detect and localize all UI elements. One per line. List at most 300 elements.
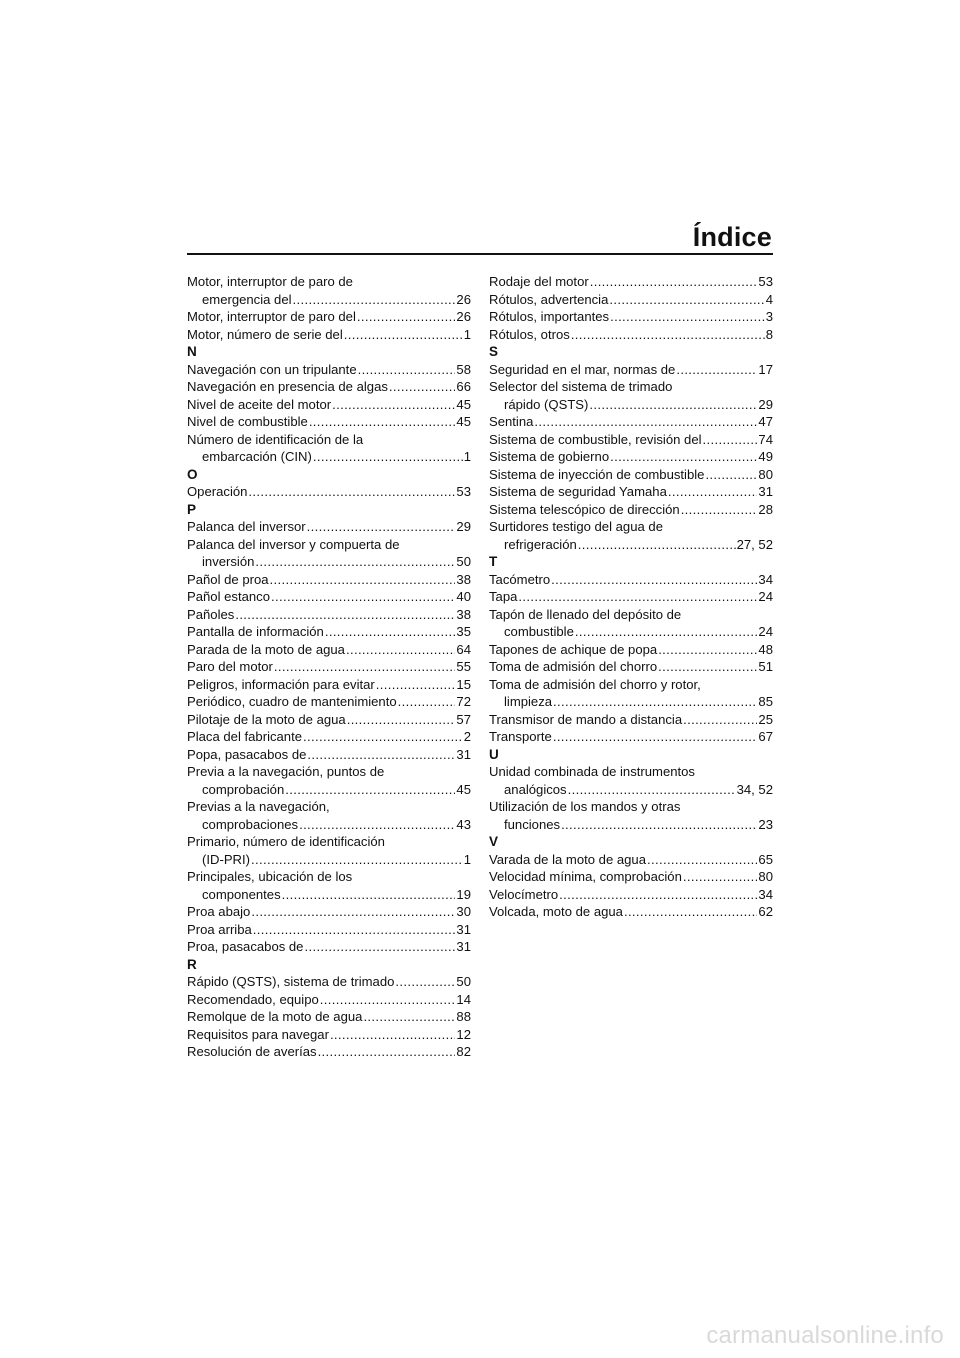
dot-leader (248, 483, 455, 501)
index-entry-text: comprobación (202, 781, 285, 797)
index-entry (187, 676, 471, 694)
page-number: 24 (758, 624, 773, 639)
dot-leader (255, 553, 455, 571)
index-entry (489, 641, 773, 659)
index-entry (187, 693, 471, 711)
index-entry (489, 431, 773, 449)
index-entry-row (489, 711, 773, 729)
page-number: 64 (456, 641, 471, 657)
dot-leader (534, 413, 757, 431)
page-number: 51 (758, 659, 773, 674)
index-column-right (489, 273, 773, 921)
index-entry-text: Proa abajo (187, 904, 251, 919)
index-entry-row (489, 326, 773, 344)
index-entry-text: Selector del sistema de trimado (489, 379, 673, 394)
index-entry-row (187, 973, 471, 991)
index-entry (489, 886, 773, 904)
page-number: 53 (758, 274, 773, 289)
page-number: 67 (758, 729, 773, 744)
page-number: 1 (463, 326, 471, 342)
index-entry (489, 361, 773, 379)
index-entry-text: Palanca del inversor y compuerta de (187, 536, 400, 552)
index-entry-text: Volcada, moto de agua (489, 904, 623, 919)
dot-leader (307, 746, 455, 764)
index-entry-row (187, 641, 471, 659)
dot-leader (676, 361, 757, 379)
index-entry-row (187, 588, 471, 606)
index-entry-text: comprobaciones (202, 816, 299, 832)
index-entry-text: Previas a la navegación, (187, 799, 330, 814)
page-number: 15 (456, 676, 471, 692)
index-entry-row (187, 693, 471, 711)
index-entry (187, 991, 471, 1009)
index-entry-row (187, 991, 471, 1009)
index-entry-text: Remolque de la moto de agua (187, 1009, 363, 1024)
index-entry (187, 431, 471, 466)
index-entry-row (187, 378, 471, 396)
page-number: 47 (758, 414, 773, 429)
index-entry (187, 746, 471, 764)
dot-leader (658, 658, 757, 676)
index-entry-text: emergencia del (202, 291, 292, 307)
index-entry-text: Previa a la navegación, puntos de (187, 764, 385, 779)
section-letter: V (489, 834, 499, 849)
page-number: 55 (456, 659, 471, 674)
index-entry (489, 518, 773, 553)
page-number: 35 (456, 624, 471, 639)
index-entry-row (187, 1008, 471, 1026)
index-entry (187, 588, 471, 606)
index-entry-row (187, 518, 471, 536)
index-entry-text: Navegación en presencia de algas (187, 379, 388, 394)
index-entry (187, 798, 471, 833)
index-entry-text: Pañol estanco (187, 589, 270, 604)
index-entry (489, 466, 773, 484)
page-number: 34 (758, 886, 773, 902)
index-entry-text: Periódico, cuadro de mantenimiento (187, 694, 397, 709)
index-entry (187, 868, 471, 903)
page-number: 74 (758, 431, 773, 447)
page-number: 40 (456, 589, 471, 604)
page-number: 85 (758, 694, 773, 709)
index-entry-text: Operación (187, 484, 248, 499)
index-entry-text: Tacómetro (489, 571, 551, 587)
index-entry-row (489, 413, 773, 431)
index-entry-text: Resolución de averías (187, 1044, 317, 1059)
index-entry (187, 763, 471, 798)
index-entry-text: Toma de admisión del chorro y rotor, (489, 676, 701, 692)
index-entry-text: Tapón de llenado del depósito de (489, 606, 682, 622)
dot-leader (610, 308, 765, 326)
index-entry-row (489, 851, 773, 869)
dot-leader (293, 291, 456, 309)
page-number: 38 (456, 606, 471, 622)
index-entry-text: Principales, ubicación de los (187, 869, 353, 884)
page-number: 24 (758, 589, 773, 604)
page-number: 72 (456, 694, 471, 709)
index-entry-row (187, 711, 471, 729)
page-number: 2 (463, 729, 471, 744)
section-letter: R (187, 956, 197, 972)
index-entry-row (187, 746, 471, 764)
index-entry-text: Seguridad en el mar, normas de (489, 361, 676, 377)
dot-leader (309, 413, 456, 431)
index-entry-row (489, 361, 773, 379)
index-entry-row (489, 903, 773, 921)
index-entry-text: Velocidad mínima, comprobación (489, 869, 682, 884)
index-entry-text: Rótulos, otros (489, 326, 570, 342)
page-number: 45 (456, 396, 471, 412)
dot-leader (346, 641, 455, 659)
dot-leader (282, 886, 456, 904)
index-entry (489, 326, 773, 344)
index-entry-row (489, 483, 773, 501)
index-entry-row (489, 781, 773, 799)
index-entry-text: Palanca del inversor (187, 519, 306, 534)
index-entry-row (489, 693, 773, 711)
index-entry-text: componentes (202, 886, 281, 902)
index-entry-text: Proa arriba (187, 921, 252, 937)
section-letter: T (489, 554, 498, 569)
page-number: 34, 52 (736, 781, 773, 797)
page-number: 50 (456, 974, 471, 989)
dot-leader (235, 606, 455, 624)
page-number: 45 (456, 781, 471, 797)
index-entry-text: Navegación con un tripulante (187, 361, 357, 377)
index-entry-text: embarcación (CIN) (202, 449, 312, 464)
page-number: 45 (456, 414, 471, 429)
index-entry-text: Placa del fabricante (187, 729, 303, 744)
index-entry-row (187, 326, 471, 344)
index-entry-text: Tapones de achique de popa (489, 641, 658, 657)
dot-leader (518, 588, 757, 606)
page-number: 29 (456, 519, 471, 534)
index-entry-text: Paro del motor (187, 659, 273, 674)
index-entry (489, 728, 773, 746)
page-number: 53 (456, 484, 471, 499)
index-entry-text: Sistema de seguridad Yamaha (489, 484, 667, 499)
dot-leader (303, 728, 463, 746)
index-entry (489, 571, 773, 589)
index-entry-text: Pilotaje de la moto de agua (187, 711, 346, 727)
index-entry-text: Recomendado, equipo (187, 991, 319, 1007)
dot-leader (251, 903, 455, 921)
index-entry-row (489, 308, 773, 326)
page-number: 80 (758, 466, 773, 482)
dot-leader (683, 868, 758, 886)
page-number: 26 (456, 309, 471, 324)
page-number: 34 (758, 571, 773, 587)
dot-leader (307, 518, 456, 536)
page-number: 43 (456, 816, 471, 832)
page-number: 19 (456, 886, 471, 902)
dot-leader (270, 571, 456, 589)
index-entry-text: Rápido (QSTS), sistema de trimado (187, 974, 395, 989)
dot-leader (551, 571, 757, 589)
index-entry-row (187, 728, 471, 746)
index-entry (489, 676, 773, 711)
index-entry-text: inversión (202, 554, 255, 569)
index-entry (489, 308, 773, 326)
index-entry-row (489, 868, 773, 886)
index-entry-row (187, 413, 471, 431)
index-entry (489, 711, 773, 729)
index-entry (489, 588, 773, 606)
page-number: 23 (758, 816, 773, 832)
index-entry-text: Parada de la moto de agua (187, 641, 345, 657)
dot-leader (568, 781, 736, 799)
dot-leader (325, 623, 456, 641)
index-entry-row (187, 781, 471, 799)
index-entry-text: Sistema de combustible, revisión del (489, 431, 702, 447)
dot-leader (358, 361, 456, 379)
index-entry (187, 1026, 471, 1044)
page-number: 29 (758, 396, 773, 412)
index-entry (489, 291, 773, 309)
index-entry (187, 378, 471, 396)
page-number: 12 (456, 1026, 471, 1042)
index-entry-text: Transporte (489, 729, 552, 744)
index-entry-row (187, 851, 471, 869)
index-entry-text: Motor, interruptor de paro de (187, 274, 353, 289)
index-entry (489, 868, 773, 886)
dot-leader (330, 1026, 455, 1044)
dot-leader (389, 378, 456, 396)
index-entry-row (187, 886, 471, 904)
index-entry (489, 501, 773, 519)
index-entry-text: Peligros, información para evitar (187, 676, 375, 692)
index-entry-text: Número de identificación de la (187, 431, 364, 447)
index-entry-text: (ID-PRI) (202, 851, 251, 867)
index-entry-row (489, 658, 773, 676)
index-entry-row (187, 483, 471, 501)
dot-leader (395, 973, 455, 991)
index-entry-row (187, 291, 471, 309)
index-entry-text: Pantalla de información (187, 624, 324, 639)
index-entry-row (489, 466, 773, 484)
index-entry (187, 606, 471, 624)
index-entry (187, 921, 471, 939)
index-entry-row (187, 658, 471, 676)
index-entry-text: Motor, número de serie del (187, 326, 343, 342)
index-entry-text: Transmisor de mando a distancia (489, 711, 683, 727)
index-entry (187, 571, 471, 589)
watermark: carmanualsonline.info (706, 1322, 944, 1349)
index-entry-text: Pañoles (187, 606, 235, 622)
index-entry-row (489, 588, 773, 606)
dot-leader (285, 781, 455, 799)
page-number: 66 (456, 379, 471, 394)
dot-leader (681, 501, 758, 519)
dot-leader (705, 466, 757, 484)
index-entry (187, 728, 471, 746)
index-entry-text: Pañol de proa (187, 571, 269, 587)
index-entry-row (187, 676, 471, 694)
index-entry (187, 326, 471, 344)
index-entry (187, 273, 471, 308)
index-entry-text: limpieza (504, 694, 553, 709)
index-entry (187, 396, 471, 414)
index-entry (187, 641, 471, 659)
index-entry-text: Proa, pasacabos de (187, 939, 304, 954)
index-entry-row (187, 361, 471, 379)
index-entry-row (489, 728, 773, 746)
dot-leader (376, 676, 456, 694)
index-entry-text: Surtidores testigo del agua de (489, 519, 663, 534)
index-entry-text: Unidad combinada de instrumentos (489, 764, 695, 779)
index-entry (187, 308, 471, 326)
section-letter: N (187, 344, 197, 359)
dot-leader (253, 921, 456, 939)
index-entry (489, 378, 773, 413)
index-entry-text: Utilización de los mandos y otras (489, 799, 681, 814)
index-entry-row (489, 501, 773, 519)
page-number: 50 (456, 554, 471, 569)
dot-leader (274, 658, 456, 676)
index-entry-text: Tapa (489, 589, 518, 604)
index-entry-text: Varada de la moto de agua (489, 851, 646, 867)
index-entry-text: Rótulos, importantes (489, 309, 610, 324)
index-entry-text: Motor, interruptor de paro del (187, 309, 356, 324)
dot-leader (559, 886, 757, 904)
dot-leader (363, 1008, 455, 1026)
index-entry (489, 658, 773, 676)
index-entry-text: Primario, número de identificación (187, 834, 385, 849)
index-entry-row (489, 623, 773, 641)
section-letter: P (187, 501, 197, 517)
page-number: 65 (758, 851, 773, 867)
dot-leader (313, 448, 463, 466)
index-entry-row (187, 606, 471, 624)
page-number: 31 (456, 921, 471, 937)
index-entry-text: Sentina (489, 414, 534, 429)
dot-leader (683, 711, 757, 729)
dot-leader (398, 693, 456, 711)
dot-leader (251, 851, 463, 869)
section-letter: O (187, 466, 198, 482)
index-entry-text: Sistema telescópico de dirección (489, 501, 680, 517)
index-entry (187, 623, 471, 641)
page-number: 3 (765, 309, 773, 324)
index-entry (187, 361, 471, 379)
page-number: 1 (463, 851, 471, 867)
page-number: 48 (758, 641, 773, 657)
section-letter: U (489, 746, 499, 762)
index-entry (187, 1008, 471, 1026)
index-entry (187, 1043, 471, 1061)
dot-leader (344, 326, 463, 344)
index-entry (489, 851, 773, 869)
index-entry (489, 606, 773, 641)
section-letter: S (489, 344, 499, 359)
page-number: 14 (456, 991, 471, 1007)
index-entry (489, 798, 773, 833)
page-number: 30 (456, 904, 471, 919)
index-entry-row (187, 448, 471, 466)
dot-leader (561, 816, 757, 834)
page-number: 49 (758, 449, 773, 464)
dot-leader (271, 588, 455, 606)
dot-leader (347, 711, 456, 729)
index-entry-row (187, 921, 471, 939)
index-entry (489, 413, 773, 431)
index-entry (489, 273, 773, 291)
dot-leader (553, 728, 758, 746)
index-entry-row (489, 536, 773, 554)
index-entry (187, 938, 471, 956)
index-entry-row (187, 308, 471, 326)
dot-leader (624, 903, 757, 921)
page-number: 25 (758, 711, 773, 727)
index-entry (187, 658, 471, 676)
index-entry (187, 973, 471, 991)
index-entry-text: Rodaje del motor (489, 274, 589, 289)
page-number: 58 (456, 361, 471, 377)
index-entry-row (489, 291, 773, 309)
page-number: 31 (456, 746, 471, 762)
index-entry-text: refrigeración (504, 536, 577, 552)
index-entry-text: Rótulos, advertencia (489, 291, 609, 307)
page-number: 62 (758, 904, 773, 919)
index-entry-row (489, 448, 773, 466)
dot-leader (668, 483, 758, 501)
page-number: 57 (456, 711, 471, 727)
index-entry-text: analógicos (504, 781, 567, 797)
page-number: 17 (758, 361, 773, 377)
index-entry-row (187, 1026, 471, 1044)
index-entry-row (187, 938, 471, 956)
index-entry (489, 903, 773, 921)
page-number: 80 (758, 869, 773, 884)
index-entry (187, 711, 471, 729)
index-entry-row (489, 396, 773, 414)
dot-leader (610, 448, 757, 466)
index-entry-text: combustible (504, 624, 574, 639)
title-rule (187, 253, 773, 255)
page-number: 27, 52 (736, 536, 773, 552)
index-entry-row (489, 641, 773, 659)
page-number: 31 (758, 484, 773, 499)
index-entry-row (187, 571, 471, 589)
index-entry (489, 448, 773, 466)
index-entry-row (489, 571, 773, 589)
dot-leader (647, 851, 757, 869)
dot-leader (299, 816, 455, 834)
page-number: 38 (456, 571, 471, 587)
index-entry-text: rápido (QSTS) (504, 396, 589, 412)
index-entry-row (489, 431, 773, 449)
index-entry (187, 536, 471, 571)
dot-leader (658, 641, 757, 659)
index-entry-text: Toma de admisión del chorro (489, 659, 658, 674)
index-entry-row (489, 886, 773, 904)
dot-leader (318, 1043, 456, 1061)
index-entry-text: Requisitos para navegar (187, 1026, 329, 1042)
dot-leader (609, 291, 764, 309)
index-entry-row (489, 816, 773, 834)
dot-leader (578, 536, 736, 554)
dot-leader (357, 308, 456, 326)
index-entry-text: Popa, pasacabos de (187, 746, 307, 762)
index-entry-row (187, 623, 471, 641)
dot-leader (575, 623, 758, 641)
index-entry-text: Nivel de combustible (187, 414, 308, 429)
dot-leader (590, 273, 758, 291)
page-number: 28 (758, 501, 773, 517)
index-entry-row (489, 273, 773, 291)
index-entry-text: Nivel de aceite del motor (187, 396, 332, 412)
page-number: 26 (456, 291, 471, 307)
